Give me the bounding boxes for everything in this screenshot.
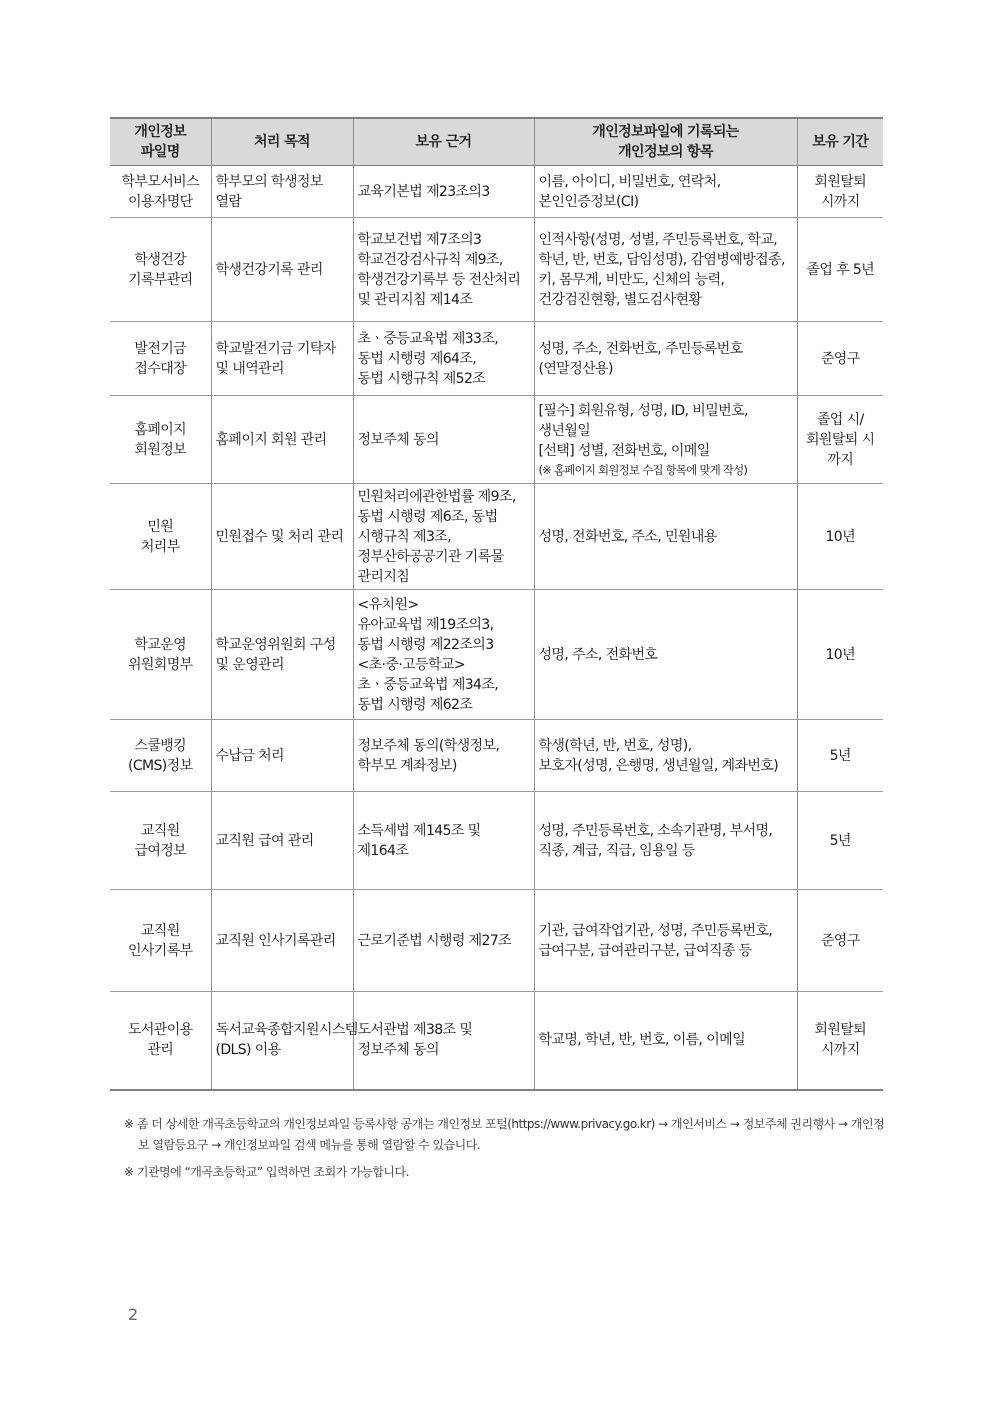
cell-basis — [353, 322, 534, 396]
cell-items — [534, 890, 797, 992]
cell-items-text: 보호자(성명, 은행명, 생년월일, 계좌번호) — [538, 757, 779, 774]
cell-file-name-text: 홈페이지 — [134, 421, 187, 438]
cell-purpose-text: 학부모의 학생정보 열람 — [215, 173, 323, 210]
cell-period — [797, 720, 883, 792]
cell-items-note: (※ 홈페이지 회원정보 수집 항목에 맞게 작성) — [538, 462, 748, 477]
cell-items-text: 성명, 주소, 전화번호, 주민등록번호(연말정산용) — [538, 340, 743, 377]
cell-period-text: 회원탈퇴 — [814, 1022, 867, 1039]
cell-basis — [353, 218, 534, 322]
footnotes — [124, 1114, 886, 1189]
cell-file-name-text: 급여정보 — [134, 842, 187, 859]
cell-file-name — [110, 992, 211, 1090]
cell-purpose-text: 학생건강기록 관리 — [215, 261, 323, 278]
cell-period-text: 까지 — [827, 451, 854, 468]
cell-purpose — [211, 322, 353, 396]
cell-purpose — [211, 484, 353, 590]
cell-file-name-text: 위원회명부 — [127, 656, 193, 673]
cell-basis-text: 동법 시행령 제62조 — [357, 696, 473, 713]
cell-purpose — [211, 720, 353, 792]
cell-purpose — [211, 166, 353, 218]
cell-basis-text: 정보주체 동의 — [357, 431, 439, 448]
cell-file-name — [110, 792, 211, 890]
cell-items-text: 학교명, 학년, 반, 번호, 이름, 이메일 — [538, 1032, 746, 1049]
cell-items-text: 기관, 급여작업기관, 성명, 주민등록번호, 급여구분, 급여관리구분, 급여직종 등 — [538, 922, 773, 959]
cell-basis-text: 학교보건법 제7조의3 — [357, 231, 482, 248]
cell-file-name — [110, 484, 211, 590]
cell-period — [797, 218, 883, 322]
cell-items — [534, 166, 797, 218]
cell-purpose-text: 학교운영위원회 구성 및 운영관리 — [215, 636, 336, 673]
cell-items-text: 인적사항(성명, 성별, 주민등록번호, 학교, 학년, 반, 번호, 담임성명), 감염병예방접종, 키, 몸무게, 비만도, 신체의 능력, 건강검진현황, 별도검사현황 — [538, 231, 785, 308]
cell-basis-text: 학생건강기록부 등 전산처리 및 관리지침 제14조 — [357, 271, 521, 308]
cell-basis-text: 근로기준법 시행령 제27조 — [357, 932, 512, 949]
cell-period-text: 시까지 — [820, 193, 860, 210]
cell-basis — [353, 166, 534, 218]
cell-basis — [353, 484, 534, 590]
cell-file-name — [110, 218, 211, 322]
page-number: 2 — [128, 1305, 139, 1324]
cell-file-name-text: 민원 — [147, 518, 174, 535]
table-row — [110, 890, 883, 992]
table-row — [110, 396, 883, 484]
cell-basis-text: 학교건강검사규칙 제9조, — [357, 251, 503, 268]
cell-file-name-text: 교직원 — [140, 822, 180, 839]
cell-period-text: 졸업 시/ — [816, 411, 864, 428]
cell-file-name-text: (CMS)정보 — [127, 757, 193, 774]
cell-file-name-text: 접수대장 — [134, 360, 187, 377]
cell-period-text: 시까지 — [820, 1042, 860, 1059]
header-basis: 보유 근거 — [353, 118, 534, 166]
cell-basis-text: 유아교육법 제19조의3, — [357, 616, 494, 633]
cell-purpose — [211, 590, 353, 720]
cell-basis — [353, 590, 534, 720]
cell-file-name-text: 교직원 — [140, 922, 180, 939]
cell-items — [534, 218, 797, 322]
header-text: 파일명 — [140, 144, 180, 160]
cell-basis-text: 정보주체 동의 — [357, 1042, 439, 1059]
cell-basis — [353, 720, 534, 792]
cell-items-text: [선택] 성별, 전화번호, 이메일 — [538, 442, 710, 459]
cell-basis-text: <초·중·고등학교> — [357, 656, 466, 673]
cell-file-name-text: 학부모서비스 — [121, 173, 200, 190]
cell-items-text: 성명, 전화번호, 주소, 민원내용 — [538, 528, 717, 545]
cell-period-text: 준영구 — [820, 932, 860, 949]
cell-items — [534, 590, 797, 720]
table-row — [110, 792, 883, 890]
header-text: 개인정보의 항목 — [618, 144, 713, 160]
cell-file-name-text: 이용자명단 — [127, 193, 193, 210]
cell-items — [534, 720, 797, 792]
cell-purpose — [211, 218, 353, 322]
cell-basis-text: 소득세법 제145조 및 제164조 — [357, 822, 481, 859]
cell-basis — [353, 396, 534, 484]
header-file-name — [110, 118, 211, 166]
footnote-search-hint: ※ 기관명에 “개곡초등학교” 입력하면 조회가 가능합니다. — [124, 1165, 409, 1179]
cell-basis-text: 도서관법 제38조 및 — [357, 1022, 473, 1039]
cell-basis-text: <유치원> — [357, 596, 419, 613]
cell-period-text: 10년 — [825, 528, 856, 545]
cell-items — [534, 992, 797, 1090]
cell-purpose-text: 홈페이지 회원 관리 — [215, 431, 327, 448]
cell-file-name-text: 도서관이용 — [127, 1022, 193, 1039]
cell-period-text: 회원탈퇴 시 — [806, 431, 875, 448]
cell-purpose-text: 교직원 급여 관리 — [215, 832, 314, 849]
cell-items-text: 학생(학년, 반, 번호, 성명), — [538, 737, 692, 754]
cell-file-name — [110, 322, 211, 396]
cell-file-name — [110, 590, 211, 720]
cell-period-text: 회원탈퇴 — [814, 173, 867, 190]
header-period: 보유 기간 — [797, 118, 883, 166]
cell-items — [534, 396, 797, 484]
cell-basis-text: 교육기본법 제23조의3 — [357, 183, 490, 200]
cell-purpose-text: 독서교육종합지원시스템(DLS) 이용 — [215, 1022, 358, 1059]
personal-info-file-table — [110, 117, 883, 1091]
cell-file-name-text: 발전기금 — [134, 340, 187, 357]
table-row — [110, 166, 883, 218]
cell-basis-text: 동법 시행령 제64조, — [357, 350, 477, 367]
cell-period-text: 준영구 — [820, 350, 860, 367]
cell-file-name-text: 인사기록부 — [127, 942, 193, 959]
cell-period-text: 5년 — [829, 832, 851, 849]
cell-basis-text: 민원처리에관한법률 제9조, 동법 시행령 제6조, 동법 시행규칙 제3조, 정부산하공공기관 기록물 관리지침 — [357, 488, 516, 585]
cell-file-name — [110, 890, 211, 992]
header-items — [534, 118, 797, 166]
table-row — [110, 484, 883, 590]
cell-file-name — [110, 166, 211, 218]
cell-purpose — [211, 890, 353, 992]
cell-purpose-text: 학교발전기금 기탁자 및 내역관리 — [215, 340, 336, 377]
table-header-row — [110, 118, 883, 166]
cell-period — [797, 992, 883, 1090]
cell-items-text: [필수] 회원유형, 성명, ID, 비밀번호, 생년월일 — [538, 402, 748, 439]
cell-items — [534, 792, 797, 890]
cell-file-name-text: 학생건강 — [134, 251, 187, 268]
cell-file-name-text: 관리 — [147, 1042, 174, 1059]
cell-purpose-text: 교직원 인사기록관리 — [215, 932, 336, 949]
cell-period — [797, 166, 883, 218]
cell-basis — [353, 890, 534, 992]
cell-basis-text: 초ㆍ중등교육법 제33조, — [357, 330, 499, 347]
table-row — [110, 720, 883, 792]
cell-period-text: 5년 — [829, 747, 851, 764]
cell-file-name — [110, 396, 211, 484]
cell-items — [534, 484, 797, 590]
cell-purpose-text: 민원접수 및 처리 관리 — [215, 528, 344, 545]
header-text: 개인정보파일에 기록되는 — [592, 124, 739, 140]
table-row — [110, 218, 883, 322]
cell-file-name-text: 회원정보 — [134, 441, 187, 458]
footnote-portal-guide: ※ 좀 더 상세한 개곡초등학교의 개인정보파일 등록사항 공개는 개인정보 포털(https://www.privacy.go.kr) → 개인서비스 → 정보주체 권리행사 → 개인정보 열람등요구 → 개인정보파일 검색 메뉴를 통해 열람할 수 있습니다. — [124, 1117, 885, 1152]
cell-purpose — [211, 792, 353, 890]
cell-period-text: 10년 — [825, 646, 856, 663]
cell-period — [797, 590, 883, 720]
header-purpose: 처리 목적 — [211, 118, 353, 166]
cell-period — [797, 396, 883, 484]
table-row — [110, 322, 883, 396]
cell-file-name-text: 학교운영 — [134, 636, 187, 653]
table-row — [110, 992, 883, 1090]
cell-items-text: 성명, 주소, 전화번호 — [538, 646, 658, 663]
header-text: 개인정보 — [134, 124, 187, 140]
cell-period — [797, 484, 883, 590]
cell-basis-text: 동법 시행령 제22조의3 — [357, 636, 494, 653]
cell-file-name — [110, 720, 211, 792]
table-body — [110, 166, 883, 1090]
cell-file-name-text: 기록부관리 — [127, 271, 193, 288]
cell-purpose — [211, 992, 358, 1090]
cell-basis — [353, 792, 534, 890]
cell-purpose — [211, 396, 353, 484]
cell-items-text: 성명, 주민등록번호, 소속기관명, 부서명, 직종, 계급, 직급, 임용일 등 — [538, 822, 773, 859]
cell-period — [797, 890, 883, 992]
cell-period-text: 졸업 후 5년 — [806, 261, 875, 278]
cell-items-text: 이름, 아이디, 비밀번호, 연락처, 본인인증정보(CI) — [538, 173, 721, 210]
cell-file-name-text: 스쿨뱅킹 — [134, 737, 187, 754]
cell-basis-text: 동법 시행규칙 제52조 — [357, 370, 486, 387]
cell-items — [534, 322, 797, 396]
cell-file-name-text: 처리부 — [140, 538, 180, 555]
cell-basis-text: 정보주체 동의(학생정보, 학부모 계좌정보) — [357, 737, 500, 774]
cell-purpose-text: 수납금 처리 — [215, 747, 284, 764]
table-row — [110, 590, 883, 720]
cell-period — [797, 322, 883, 396]
cell-period — [797, 792, 883, 890]
cell-basis — [353, 992, 534, 1090]
cell-basis-text: 초ㆍ중등교육법 제34조, — [357, 676, 499, 693]
